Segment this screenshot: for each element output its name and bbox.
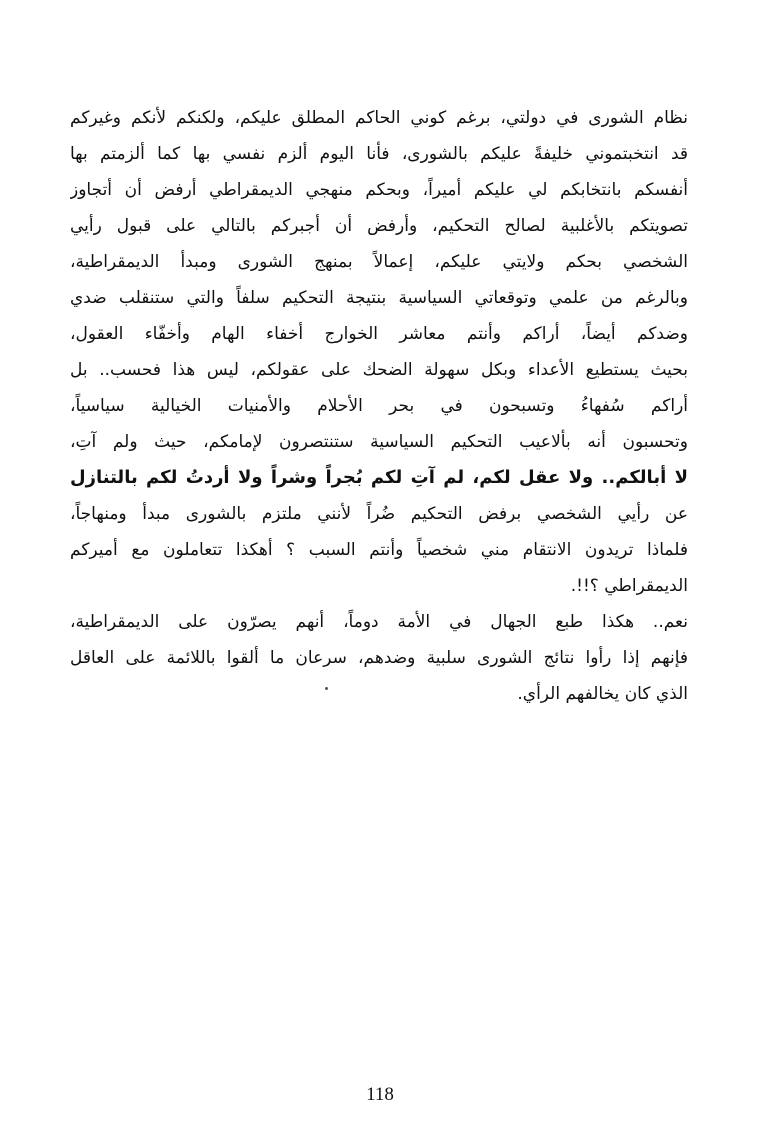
text-line: أنفسكم بانتخابكم لي عليكم أميراً، وبحكم منهجي الديمقراطي أرفض أن أتجاوز [70,180,688,200]
text-line: الشخصي بحكم ولايتي عليكم، إعمالاً بمنهج الشورى ومبدأ الديمقراطية، [70,252,688,272]
text-line: تصويتكم بالأغلبية لصالح التحكيم، وأرفض أن أجبركم بالتالي على قبول رأيي [70,216,688,236]
text-line: الديمقراطي ؟!!. [570,576,688,596]
text-line: بحيث يستطيع الأعداء وبكل سهولة الضحك على عقولكم، ليس هذا فحسب.. بل [70,360,688,380]
page-number: 118 [366,1084,394,1105]
text-line: وبالرغم من علمي وتوقعاتي السياسية بنتيجة التحكيم سلفاً والتي ستنقلب ضدي [70,288,688,308]
text-line: وتحسبون أنه بألاعيب التحكيم السياسية ستنتصرون لإمامكم، حيث ولم آتِ، [70,432,688,452]
text-line: فلماذا تريدون الانتقام مني شخصياً وأنتم السبب ؟ أهكذا تتعاملون مع أميركم [70,540,688,560]
text-line: نعم.. هكذا طبع الجهال في الأمة دوماً، أنهم يصرّون على الديمقراطية، [70,612,688,632]
text-line: لا أبالكم.. ولا عقل لكم، لم آتِ لكم بُجراً وشراً ولا أردتُ لكم بالتنازل [70,467,688,488]
scan-speck [325,687,328,690]
text-line: قد انتخبتموني خليفةً عليكم بالشورى، فأنا اليوم ألزم نفسي بها كما ألزمتم بها [70,144,688,164]
text-line: الذي كان يخالفهم الرأي. [517,684,688,704]
paragraph-2 [70,604,688,712]
text-line: وضدكم أيضاً، أراكم وأنتم معاشر الخوارج أخفاء الهام وأخفّاء العقول، [70,324,688,344]
text-line: نظام الشورى في دولتي، برغم كوني الحاكم المطلق عليكم، ولكنكم لأنكم وغيركم [70,108,688,128]
text-line: فإنهم إذا رأوا نتائج الشورى سلبية وضدهم، سرعان ما ألقوا باللائمة على العاقل [70,648,688,668]
text-line: عن رأيي الشخصي برفض التحكيم ضُراً لأنني ملتزم بالشورى مبدأ ومنهاجاً، [70,504,688,524]
text-line: أراكم سُفهاءُ وتسبحون في بحر الأحلام والأمنيات الخيالية سياسياً، [70,396,688,416]
paragraph-1 [70,100,688,604]
